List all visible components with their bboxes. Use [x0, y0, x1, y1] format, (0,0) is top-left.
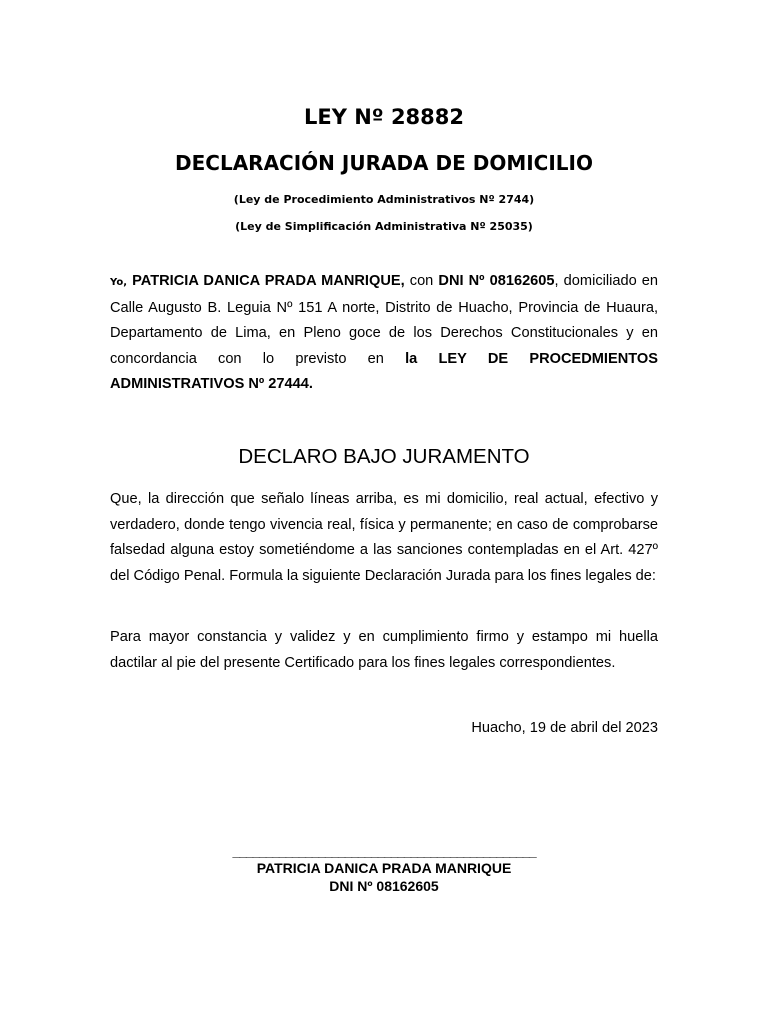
declaration-heading: DECLARO BAJO JURAMENTO — [238, 445, 530, 468]
law-citation-1: (Ley de Procedimiento Administrativos Nº 2744) — [233, 193, 535, 206]
declarant-name: PATRICIA DANICA PRADA MANRIQUE, — [132, 273, 405, 289]
declaration-paragraph: Que, la dirección que señalo líneas arriba, es mi domicilio, real actual, efectivo y verdadero, donde tengo vivencia real, física y permanente; en caso de comprobarse falsedad alguna estoy sometiéndome a las sanciones contempladas en el Art. 427º del Código Penal. Formula la siguiente Declaración Jurada para los fines legales de: — [110, 491, 658, 584]
date-line: Huacho, 19 de abril del 2023 — [471, 720, 658, 736]
signature-dni: DNI Nº 08162605 — [329, 878, 439, 894]
intro-paragraph — [110, 269, 658, 398]
document-subtitle: DECLARACIÓN JURADA DE DOMICILIO — [175, 151, 593, 175]
signature-name: PATRICIA DANICA PRADA MANRIQUE — [256, 860, 512, 876]
intro-body: , domiciliado en Calle Augusto B. Leguia Nº 151 A norte, Distrito de Huacho, Provincia de Huaura, Departamento de Lima, en Pleno goce de los Derechos Constitucionales y en concordancia con lo previsto en — [110, 273, 659, 367]
constancy-paragraph: Para mayor constancia y validez y en cumplimiento firmo y estampo mi huella dactilar al pie del presente Certificado para los fines legales correspondientes. — [110, 629, 658, 671]
intro-yo: Yo, — [110, 277, 127, 288]
document-title: LEY Nº 28882 — [303, 105, 465, 129]
signature-line: ______________________________________________ — [232, 843, 536, 859]
law-citation-2: (Ley de Simplificación Administrativa Nº 25035) — [235, 220, 533, 233]
declarant-dni: DNI Nº 08162605 — [438, 273, 555, 289]
intro-con: con — [404, 273, 439, 289]
law-reference: la LEY DE PROCEDMIENTOS ADMINISTRATIVOS Nº 27444. — [110, 350, 658, 393]
